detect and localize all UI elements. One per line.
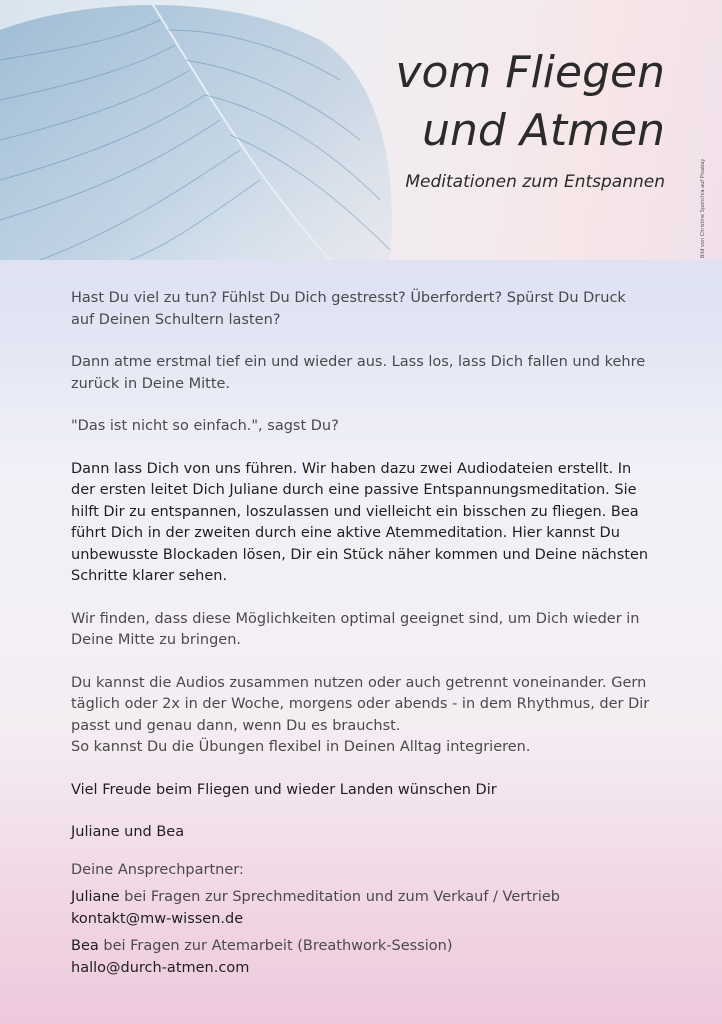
title-line-1: vom Fliegen [395,47,665,98]
image-credit: Bild von Christine Sponchia auf Pixabay [700,158,706,258]
body-text [71,288,651,985]
paragraph-5: Wir finden, dass diese Möglichkeiten optimal geeignet sind, um Dich wieder in Deine Mitte zu bringen. [71,610,640,648]
contact-bea [71,936,651,979]
contact-juliane [71,887,651,930]
paragraph-1: Hast Du viel zu tun? Fühlst Du Dich gestresst? Überfordert? Spürst Du Druck auf Deinen Schultern lasten? [71,290,626,328]
page-subtitle: Meditationen zum Entspannen [405,172,665,192]
contact-section [71,860,651,980]
closing-line: Viel Freude beim Fliegen und wieder Landen wünschen Dir [71,781,497,798]
page-title [395,44,665,160]
contact-heading: Deine Ansprechpartner: [71,861,244,878]
contact-description: bei Fragen zur Atemarbeit (Breathwork-Session) [98,938,453,954]
contact-name: Bea [71,938,99,954]
contact-name: Juliane [71,889,120,905]
paragraph-3: "Das ist nicht so einfach.", sagst Du? [71,418,339,434]
hero-banner [0,0,722,260]
paragraph-6: Du kannst die Audios zusammen nutzen oder auch getrennt voneinander. Gern täglich oder 2x in der Woche, morgens oder abends - in dem Rhythmus, der Dir passt und genau dann, wenn Du es brauchst. [71,674,650,734]
contact-email-link[interactable]: kontakt@mw-wissen.de [71,910,244,927]
title-line-2: und Atmen [422,105,665,156]
contact-email-link[interactable]: hallo@durch-atmen.com [71,959,250,976]
paragraph-7: So kannst Du die Übungen flexibel in Deinen Alltag integrieren. [71,739,531,755]
paragraph-4: Dann lass Dich von uns führen. Wir haben dazu zwei Audiodateien erstellt. In der ersten leitet Dich Juliane durch eine passive Entspannungsmeditation. Sie hilft Dir zu entspannen, loszulassen und vielleicht ein bisschen zu fliegen. Bea führt Dich in der zweiten durch eine aktive Atemmeditation. Hier kannst Du unbewusste Blockaden lösen, Dir ein Stück näher kommen und Deine nächsten Schritte klarer sehen. [71,460,649,584]
paragraph-2: Dann atme erstmal tief ein und wieder aus. Lass los, lass Dich fallen und kehre zurück in Deine Mitte. [71,354,646,392]
signature: Juliane und Bea [71,824,185,840]
contact-description: bei Fragen zur Sprechmeditation und zum Verkauf / Vertrieb [119,889,561,905]
